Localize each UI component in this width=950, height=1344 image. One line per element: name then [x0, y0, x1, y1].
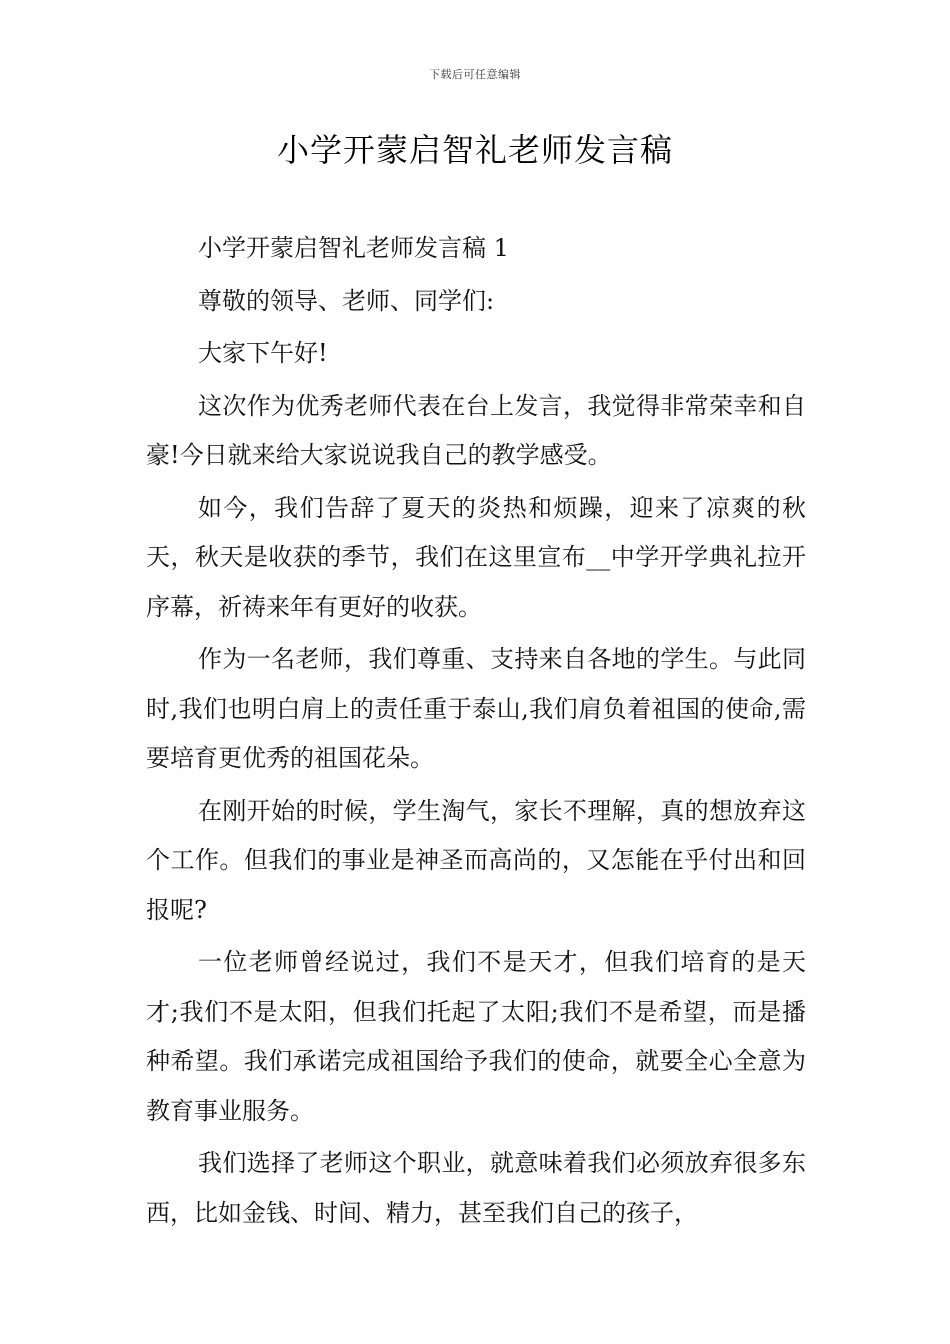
paragraph: 一位老师曾经说过，我们不是天才，但我们培育的是天才;我们不是太阳，但我们托起了太阳;我们不是希望，而是播种希望。我们承诺完成祖国给予我们的使命，就要全心全意为教育事业服务。 [146, 948, 806, 1125]
paragraph: 作为一名老师，我们尊重、支持来自各地的学生。与此同时,我们也明白肩上的责任重于泰山,我们肩负着祖国的使命,需要培育更优秀的祖国花朵。 [146, 645, 806, 772]
paragraph: 这次作为优秀老师代表在台上发言，我觉得非常荣幸和自豪!今日就来给大家说说我自己的教学感受。 [146, 391, 806, 469]
salutation: 尊敬的领导、老师、同学们: [198, 286, 495, 315]
paragraph: 我们选择了老师这个职业，就意味着我们必须放弃很多东西，比如金钱、时间、精力，甚至我们自己的孩子， [146, 1149, 806, 1227]
paragraph: 在刚开始的时候，学生淘气，家长不理解，真的想放弃这个工作。但我们的事业是神圣而高尚的，又怎能在乎付出和回报呢? [146, 796, 806, 924]
header-note: 下载后可任意编辑 [429, 68, 521, 81]
paragraph: 如今，我们告辞了夏天的炎热和烦躁，迎来了凉爽的秋天，秋天是收获的季节，我们在这里宣布__中学开学典礼拉开序幕，祈祷来年有更好的收获。 [146, 493, 806, 621]
document-body [146, 224, 806, 1241]
greeting: 大家下午好! [198, 339, 328, 367]
document-title: 小学开蒙启智礼老师发言稿 [276, 131, 673, 169]
section-heading: 小学开蒙启智礼老师发言稿 1 [198, 234, 509, 262]
